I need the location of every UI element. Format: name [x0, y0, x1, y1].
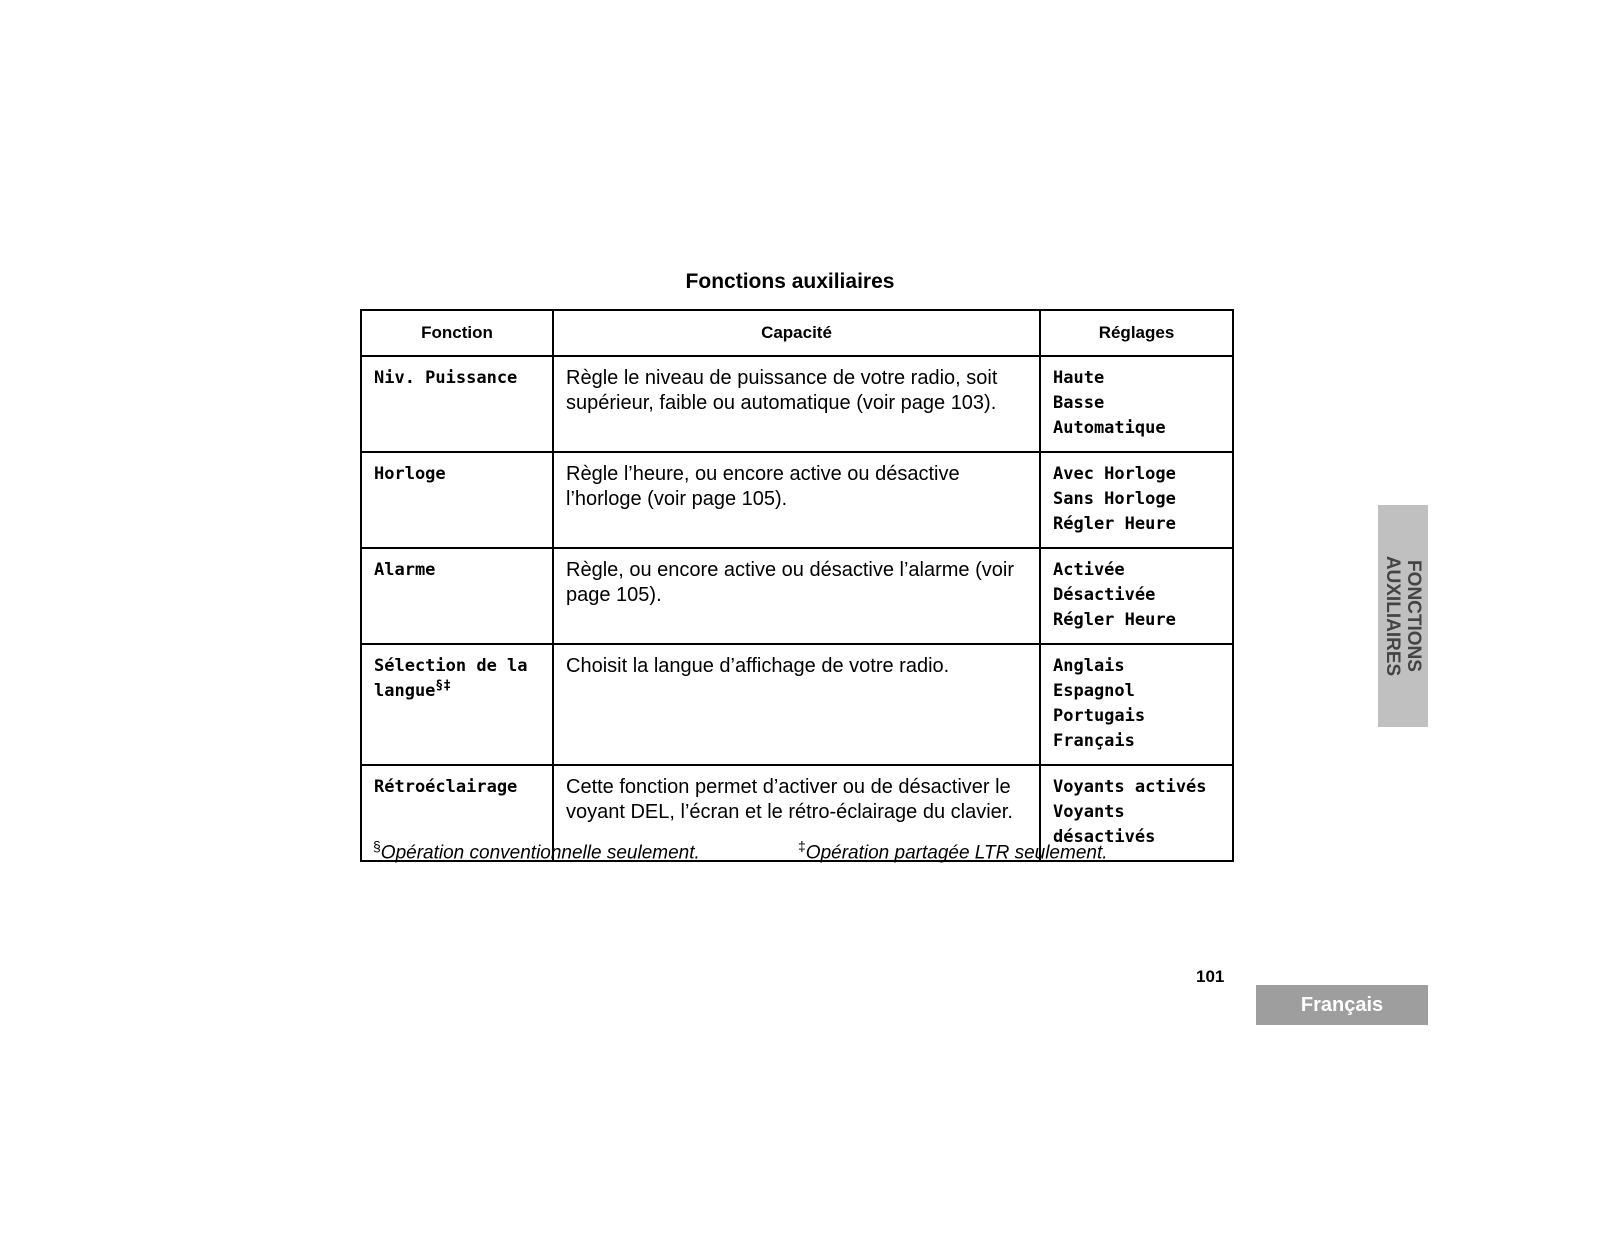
- side-tab-line: AUXILIAIRES: [1382, 555, 1403, 677]
- capability-cell: Règle l’heure, ou encore active ou désactive l’horloge (voir page 105).: [553, 452, 1040, 548]
- settings-cell: [1040, 548, 1233, 644]
- column-header-reglages: Réglages: [1040, 310, 1233, 356]
- footnote-marks: §‡: [435, 678, 452, 694]
- setting-option: Régler Heure: [1053, 610, 1176, 630]
- function-name: Niv. Puissance: [374, 368, 518, 388]
- setting-option: Voyants activés: [1053, 777, 1207, 797]
- setting-option: Anglais: [1053, 656, 1125, 676]
- auxiliary-functions-table: [360, 309, 1234, 862]
- table-title: Fonctions auxiliaires: [685, 270, 895, 293]
- setting-option: Espagnol: [1053, 681, 1135, 701]
- section-side-tab-label: [1382, 556, 1424, 676]
- language-tab: Français: [1256, 985, 1428, 1025]
- table-row: [361, 356, 1233, 452]
- setting-option: Basse: [1053, 393, 1105, 413]
- table-row: [361, 644, 1233, 765]
- setting-option: Activée: [1053, 560, 1125, 580]
- footnote-text: Opération conventionnelle seulement.: [380, 842, 700, 864]
- setting-option: Français: [1053, 731, 1135, 751]
- footnote-text: Opération partagée LTR seulement.: [805, 842, 1108, 864]
- settings-cell: [1040, 356, 1233, 452]
- setting-option: Avec Horloge: [1053, 464, 1176, 484]
- setting-option: Haute: [1053, 368, 1105, 388]
- column-header-fonction: Fonction: [361, 310, 553, 356]
- capability-cell: Choisit la langue d’affichage de votre radio.: [553, 644, 1040, 765]
- function-name: Rétroéclairage: [374, 777, 518, 797]
- table-row: [361, 452, 1233, 548]
- function-name: Sélection de la langue: [374, 656, 528, 701]
- setting-option: Portugais: [1053, 706, 1146, 726]
- footnote-symbol: §: [373, 838, 381, 854]
- function-name: Horloge: [374, 464, 446, 484]
- section-side-tab: [1378, 505, 1428, 727]
- footnote-ltr: [798, 838, 1108, 864]
- setting-option: Sans Horloge: [1053, 489, 1176, 509]
- setting-option: Régler Heure: [1053, 514, 1176, 534]
- footnote-conventional: [373, 838, 700, 864]
- capability-cell: Règle, ou encore active ou désactive l’alarme (voir page 105).: [553, 548, 1040, 644]
- function-cell: [361, 452, 553, 548]
- function-cell: [361, 356, 553, 452]
- setting-option: Voyants désactivés: [1053, 802, 1156, 847]
- side-tab-line: FONCTIONS: [1403, 560, 1424, 672]
- settings-cell: [1040, 644, 1233, 765]
- table-header-row: [361, 310, 1233, 356]
- page-number: 101: [1196, 967, 1225, 986]
- footnote-symbol: ‡: [798, 838, 806, 854]
- capability-cell: Règle le niveau de puissance de votre radio, soit supérieur, faible ou automatique (voir page 103).: [553, 356, 1040, 452]
- setting-option: Désactivée: [1053, 585, 1156, 605]
- table-row: [361, 548, 1233, 644]
- settings-cell: [1040, 452, 1233, 548]
- capability-cell: Cette fonction permet d’activer ou de désactiver le voyant DEL, l’écran et le rétro-éclairage du clavier.: [553, 765, 1040, 861]
- function-cell: [361, 548, 553, 644]
- function-cell: [361, 644, 553, 765]
- setting-option: Automatique: [1053, 418, 1166, 438]
- function-name: Alarme: [374, 560, 436, 580]
- column-header-capacite: Capacité: [553, 310, 1040, 356]
